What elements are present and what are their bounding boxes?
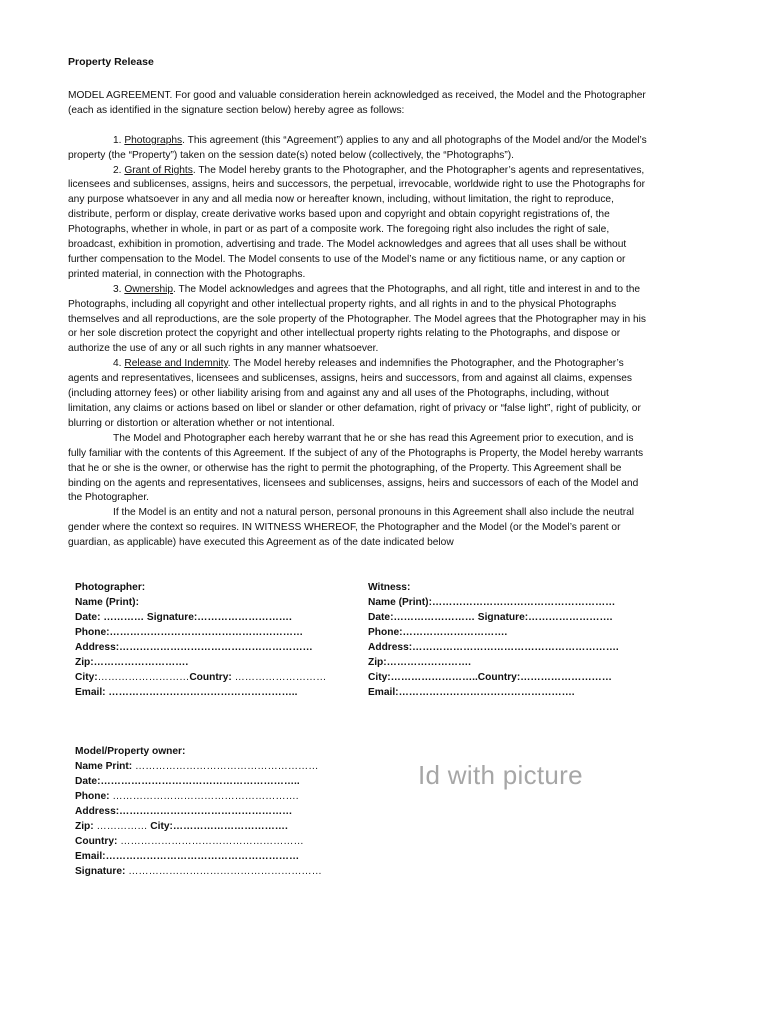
signature-label: Signature: bbox=[75, 866, 126, 877]
date-label: Date: bbox=[75, 612, 101, 623]
clause-text: . This agreement (this “Agreement”) applies to any and all photographs of the Model and/or the Model’s property (the “Property”) taken on the session date(s) noted below (collectively, the “Photographs”). bbox=[68, 134, 647, 161]
witness-zip-field[interactable]: Zip:……………………. bbox=[368, 657, 471, 668]
photographer-name-field[interactable]: Name (Print): bbox=[75, 597, 139, 608]
city-label: City:……………………………. bbox=[147, 821, 288, 832]
model-signature-block bbox=[75, 744, 322, 879]
photographer-email-field[interactable]: Email: ……………………………………………….. bbox=[75, 687, 298, 698]
clause-number: 4. bbox=[113, 358, 122, 370]
model-country-field[interactable] bbox=[75, 834, 322, 849]
clause-heading: Grant of Rights bbox=[124, 164, 193, 176]
model-email-field[interactable]: Email:………………………………………………… bbox=[75, 851, 300, 862]
clause-heading: Release and Indemnity bbox=[124, 358, 228, 370]
model-date-field[interactable]: Date:………………………………………………….. bbox=[75, 776, 300, 787]
model-signature-field[interactable] bbox=[75, 864, 322, 879]
clause-release-indemnity bbox=[68, 357, 654, 432]
witness-city-country-field[interactable]: City:……………………..Country:……………………… bbox=[368, 672, 612, 683]
witness-date-signature-field[interactable]: Date:…………………… Signature:……………………. bbox=[368, 612, 613, 623]
country-blank: ……………………………………………… bbox=[117, 836, 304, 847]
clause-ownership bbox=[68, 283, 654, 358]
document-title: Property Release bbox=[68, 56, 154, 68]
zip-blank: …………… bbox=[93, 821, 148, 832]
city-blank: ……………………… bbox=[97, 672, 190, 683]
country-blank: ……………………… bbox=[231, 672, 327, 683]
witness-name-field[interactable]: Name (Print):……………………………………………… bbox=[368, 597, 616, 608]
signature-blank: ………………………………………………… bbox=[125, 866, 322, 877]
name-label: Name Print: bbox=[75, 761, 133, 772]
signature-label: Signature:………………………. bbox=[144, 612, 292, 623]
clause-text: . The Model hereby grants to the Photographer, and the Photographer’s agents and representatives, licensees and sublicenses, assigns, heirs and successors, the perpetual, irrevocable, worldwide right to use the Photographs for any purpose whatsoever in any and all media now or hereafter known, including, without limitation, the right to reproduce, distribute, perform or display, create derivative works based upon and copyright and obtain copyright registrations of, the Photographs, whether in whole, in part or as part of a composite work. The foregoing right also includes the right of sale, broadcast, exhibition in promotion, advertising and trade. The Model acknowledges and agrees that all uses shall be without further compensation to the Model. The Model consents to use of the Model’s name or any fictitious name, or any caption or printed material, in connection with the Photographs. bbox=[68, 164, 646, 280]
model-phone-field[interactable] bbox=[75, 789, 322, 804]
witness-address-field[interactable]: Address:……………………………………………………. bbox=[368, 642, 619, 653]
model-zip-city-field[interactable] bbox=[75, 819, 322, 834]
photographer-address-field[interactable]: Address:………………………………………………… bbox=[75, 642, 313, 653]
clause-heading: Ownership bbox=[124, 283, 174, 295]
date-blank: ………… bbox=[100, 612, 145, 623]
warranty-paragraph: The Model and Photographer each hereby warrant that he or she has read this Agreement prior to execution, and is fully familiar with the contents of this Agreement. If the subject of any of the Photographs is Property, the Model hereby warrants that he or she is the owner, or otherwise has the right to permit the photographing, of the Property. This Agreement shall be binding on the agents and representatives, licensees and sublicenses, assigns, heirs and successors of each of the Model and the Photographer. bbox=[68, 432, 644, 504]
country-label: Country: bbox=[75, 836, 118, 847]
clause-heading: Photographs bbox=[124, 134, 183, 146]
photographer-date-signature-field[interactable] bbox=[75, 610, 326, 625]
entity-paragraph: If the Model is an entity and not a natural person, personal pronouns in this Agreement shall also include the neutral gender where the context so requires. IN WITNESS WHEREOF, the Photographer and the Model (or the Model’s parent or guardian, as applicable) have executed this Agreement as of the date indicated below bbox=[68, 507, 635, 549]
photographer-signature-block bbox=[75, 580, 326, 700]
photographer-phone-field[interactable]: Phone:………………………………………………… bbox=[75, 627, 304, 638]
clause-text: . The Model hereby releases and indemnifies the Photographer, and the Photographer’s agents and representatives, licensees and sublicenses, assigns, heirs and successors, from and against all claims, expenses (including attorney fees) or other liability arising from and against any and all uses of the Photographs, including, without limitation, any claims or actions based on libel or slander or other defamation, right of privacy or “false light”, right of publicity, or blurring or distortion or alteration whether or not intentional. bbox=[68, 358, 641, 429]
photographer-heading: Photographer: bbox=[75, 582, 146, 593]
photographer-city-country-field[interactable] bbox=[75, 670, 326, 685]
model-address-field[interactable]: Address:…………………………………………… bbox=[75, 806, 293, 817]
clause-number: 1. bbox=[113, 134, 122, 146]
clause-number: 2. bbox=[113, 164, 122, 176]
phone-blank: ………………………………………………. bbox=[109, 791, 299, 802]
intro-paragraph: MODEL AGREEMENT. For good and valuable consideration herein acknowledged as received, the Model and the Photographer (each as identified in the signature section below) hereby agree as follows: bbox=[68, 90, 646, 116]
photographer-zip-field[interactable]: Zip:………………………. bbox=[75, 657, 189, 668]
id-with-picture-placeholder: Id with picture bbox=[418, 760, 583, 790]
clause-photographs bbox=[68, 134, 654, 164]
phone-label: Phone: bbox=[75, 791, 110, 802]
model-heading: Model/Property owner: bbox=[75, 746, 186, 757]
name-blank: ……………………………………………… bbox=[132, 761, 319, 772]
country-label: Country: bbox=[189, 672, 232, 683]
clause-text: . The Model acknowledges and agrees that the Photographs, and all right, title and interest in and to the Photographs, including all copyright and other intellectual property rights, and all rights in and to the physical Photographs themselves and all reproductions, are the sole property of the Photographer. The Model agrees that the Photographer may in his or her sole discretion protect the copyright and other intellectual property rights relating to the Photographs, and dispose or authorize the use of any or all such rights in any manner whatsoever. bbox=[68, 283, 647, 355]
clause-grant-of-rights bbox=[68, 164, 654, 283]
clause-number: 3. bbox=[113, 283, 122, 295]
agreement-body bbox=[68, 89, 654, 551]
witness-signature-block bbox=[368, 580, 619, 700]
city-label: City: bbox=[75, 672, 98, 683]
model-name-field[interactable] bbox=[75, 759, 322, 774]
witness-heading: Witness: bbox=[368, 582, 411, 593]
witness-email-field[interactable]: Email:……………………………………………. bbox=[368, 687, 575, 698]
witness-phone-field[interactable]: Phone:…………………………. bbox=[368, 627, 508, 638]
zip-label: Zip: bbox=[75, 821, 94, 832]
